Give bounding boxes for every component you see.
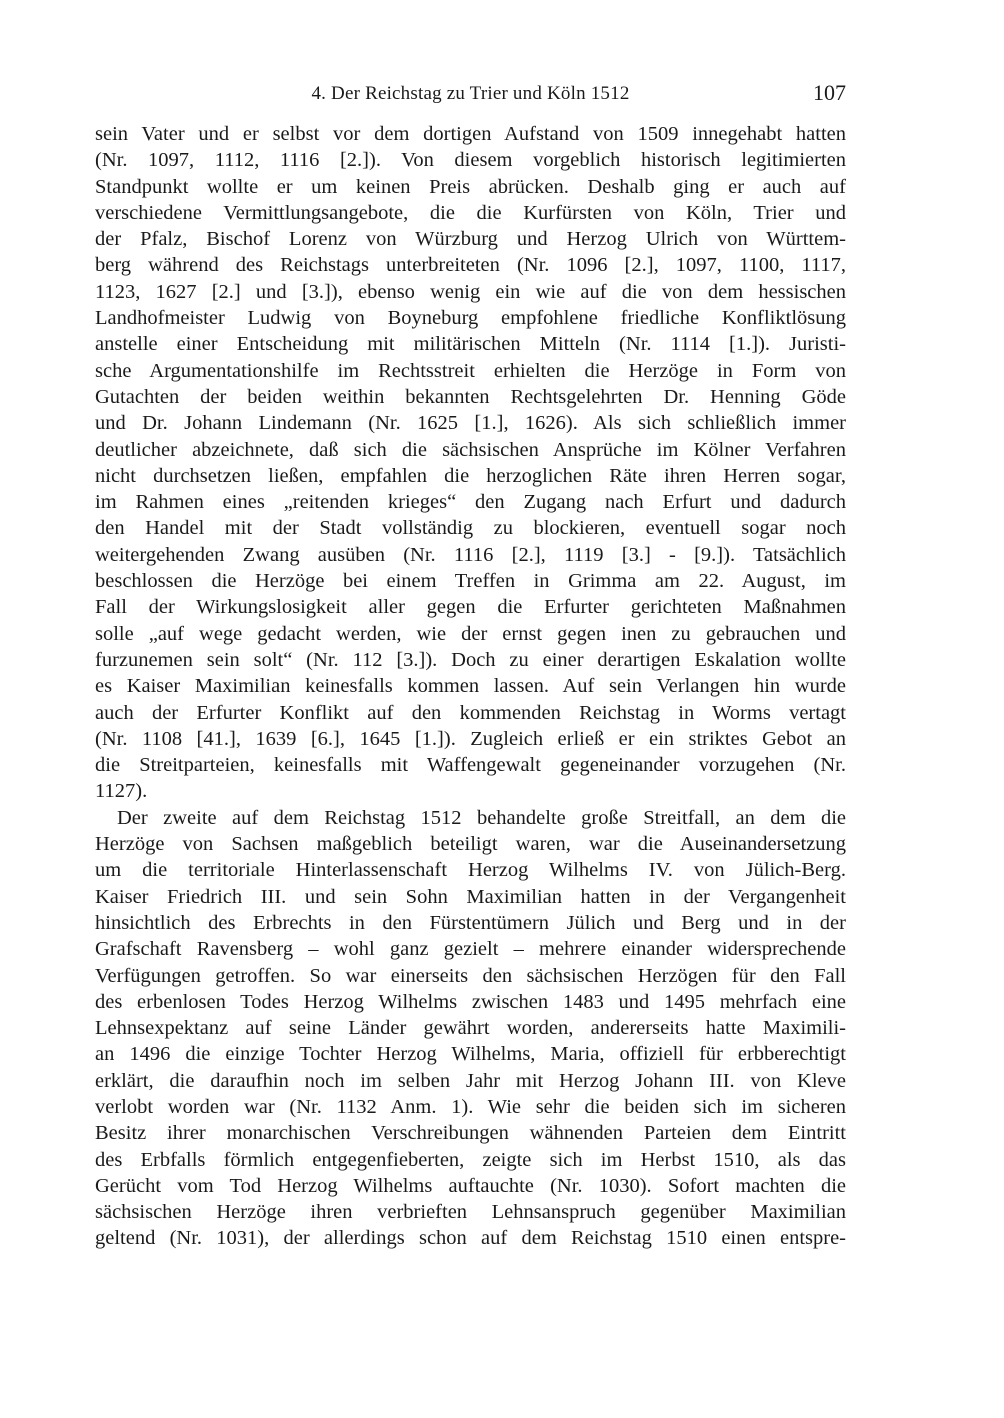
running-title: 4. Der Reichstag zu Trier und Köln 1512 (311, 83, 630, 104)
paragraph-1 (95, 121, 846, 805)
text-line: (Nr. 1097, 1112, 1116 [2.]). Von diesem vorgeblich historisch legitimierten (95, 149, 846, 172)
text-line: es Kaiser Maximilian keinesfalls kommen lassen. Auf sein Verlangen hin wurde (95, 675, 846, 698)
text-line: (Nr. 1108 [41.], 1639 [6.], 1645 [1.]). Zugleich erließ er ein striktes Gebot an (95, 727, 846, 750)
text-line: anstelle einer Entscheidung mit militärischen Mitteln (Nr. 1114 [1.]). Juristi- (95, 333, 846, 356)
text-line: den Handel mit der Stadt vollständig zu blockieren, eventuell sogar noch (95, 517, 846, 540)
text-line: beschlossen die Herzöge bei einem Treffen in Grimma am 22. August, im (95, 570, 846, 593)
body-text (95, 121, 846, 1252)
text-line: verschiedene Vermittlungsangebote, die die Kurfürsten von Köln, Trier und (95, 201, 846, 224)
text-line: des erbenlosen Todes Herzog Wilhelms zwischen 1483 und 1495 mehrfach eine (95, 990, 846, 1013)
text-line: Standpunkt wollte er um keinen Preis abrücken. Deshalb ging er auch auf (95, 175, 846, 198)
text-line: die Streitparteien, keinesfalls mit Waffengewalt gegeneinander vorzugehen (Nr. (95, 754, 846, 777)
text-line: auch der Erfurter Konflikt auf den kommenden Reichstag in Worms vertagt (95, 701, 846, 724)
text-line: Gutachten der beiden weithin bekannten Rechtsgelehrten Dr. Henning Göde (95, 385, 846, 408)
text-line: furzunemen sein solt“ (Nr. 112 [3.]). Doch zu einer derartigen Eskalation wollte (95, 648, 846, 671)
page-number: 107 (813, 80, 846, 105)
text-line: Grafschaft Ravensberg – wohl ganz gezielt – mehrere einander widersprechende (95, 938, 846, 961)
paragraph-2 (95, 805, 846, 1252)
text-line: deutlicher abzeichnete, daß sich die sächsischen Ansprüche im Kölner Verfahren (95, 438, 846, 461)
text-line: im Rahmen eines „reitenden krieges“ den Zugang nach Erfurt und dadurch (95, 491, 846, 514)
text-line: verlobt worden war (Nr. 1132 Anm. 1). Wie sehr die beiden sich im sicheren (95, 1095, 846, 1118)
text-line: weitergehenden Zwang ausüben (Nr. 1116 [2.], 1119 [3.] - [9.]). Tatsächlich (95, 543, 846, 566)
text-line: berg während des Reichstags unterbreiteten (Nr. 1096 [2.], 1097, 1100, 1117, (95, 254, 846, 277)
text-line: des Erbfalls förmlich entgegenfieberten, zeigte sich im Herbst 1510, als das (95, 1148, 846, 1171)
text-line: der Pfalz, Bischof Lorenz von Würzburg und Herzog Ulrich von Württem- (95, 228, 846, 251)
text-line: Der zweite auf dem Reichstag 1512 behandelte große Streitfall, an dem die (117, 806, 846, 829)
text-line: Herzöge von Sachsen maßgeblich beteiligt waren, war die Auseinandersetzung (95, 833, 846, 856)
text-line: Kaiser Friedrich III. und sein Sohn Maximilian hatten in der Vergangenheit (95, 885, 846, 908)
text-line: um die territoriale Hinterlassenschaft Herzog Wilhelms IV. von Jülich-Berg. (95, 859, 846, 882)
text-line: Besitz ihrer monarchischen Verschreibungen wähnenden Parteien dem Eintritt (95, 1122, 846, 1145)
text-line: hinsichtlich des Erbrechts in den Fürstentümern Jülich und Berg und in der (95, 911, 846, 934)
text-line: Landhofmeister Ludwig von Boyneburg empfohlene friedliche Konfliktlösung (95, 307, 846, 330)
text-line: und Dr. Johann Lindemann (Nr. 1625 [1.], 1626). Als sich schließlich immer (95, 412, 846, 435)
text-line: sächsischen Herzöge ihren verbrieften Lehnsanspruch gegenüber Maximilian (95, 1201, 846, 1224)
text-line: Lehnsexpektanz auf seine Länder gewährt worden, andererseits hatte Maximili- (95, 1017, 846, 1040)
running-head (95, 79, 846, 109)
text-line: erklärt, die daraufhin noch im selben Jahr mit Herzog Johann III. von Kleve (95, 1069, 846, 1092)
text-line: sche Argumentationshilfe im Rechtsstreit erhielten die Herzöge in Form von (95, 359, 846, 382)
text-line: geltend (Nr. 1031), der allerdings schon auf dem Reichstag 1510 einen entspre- (95, 1227, 846, 1250)
text-line: an 1496 die einzige Tochter Herzog Wilhelms, Maria, offiziell für erbberechtigt (95, 1043, 846, 1066)
text-line: Verfügungen getroffen. So war einerseits den sächsischen Herzögen für den Fall (95, 964, 846, 987)
text-line: sein Vater und er selbst vor dem dortigen Aufstand von 1509 innegehabt hatten (95, 123, 846, 145)
text-line: Fall der Wirkungslosigkeit aller gegen die Erfurter gerichteten Maßnahmen (95, 596, 846, 619)
text-line: 1123, 1627 [2.] und [3.]), ebenso wenig ein wie auf die von dem hessischen (95, 280, 846, 303)
text-line: 1127). (95, 780, 148, 803)
text-line: Gerücht vom Tod Herzog Wilhelms auftauchte (Nr. 1030). Sofort machten die (95, 1174, 846, 1197)
text-line: nicht durchsetzen ließen, empfahlen die herzoglichen Räte ihren Herren sogar, (95, 464, 846, 487)
text-line: solle „auf wege gedacht werden, wie der ernst gegen inen zu gebrauchen und (95, 622, 846, 645)
